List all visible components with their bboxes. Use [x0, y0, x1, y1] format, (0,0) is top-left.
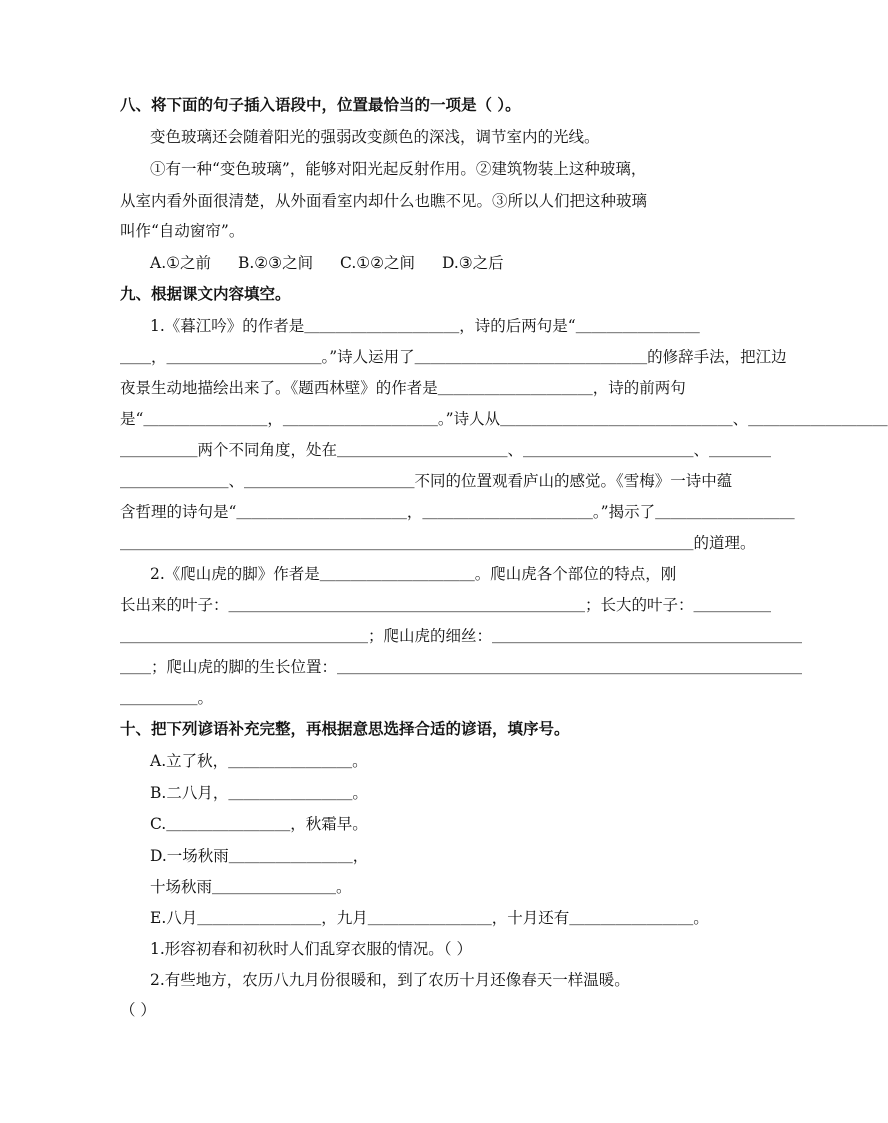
q1-line: ＿＿＿＿＿＿＿、＿＿＿＿＿＿＿＿＿＿＿不同的位置观看庐山的感觉。《雪梅》一诗中蕴 — [120, 472, 733, 490]
section-8-sentence: 变色玻璃还会随着阳光的强弱改变颜色的深浅，调节室内的光线。 — [150, 128, 600, 146]
q2-line: 长出来的叶子：＿＿＿＿＿＿＿＿＿＿＿＿＿＿＿＿＿＿＿＿＿＿＿；长大的叶子：＿＿＿＿＿ — [120, 596, 772, 614]
question-item: 1.形容初春和初秋时人们乱穿衣服的情况。（ ） — [150, 940, 472, 958]
q2-line: ＿＿；爬山虎的脚的生长位置：＿＿＿＿＿＿＿＿＿＿＿＿＿＿＿＿＿＿＿＿＿＿＿＿＿＿＿＿＿＿ — [120, 658, 803, 676]
option-b: B.②③之间 — [237, 254, 314, 272]
proverb-item: 十场秋雨＿＿＿＿＿＿＿＿。 — [150, 878, 352, 896]
option-a: A.①之前 — [150, 254, 212, 272]
q1-line: 含哲理的诗句是“＿＿＿＿＿＿＿＿＿＿＿，＿＿＿＿＿＿＿＿＿＿＿。”揭示了＿＿＿＿＿＿＿＿＿ — [120, 503, 795, 521]
question-item: 2.有些地方，农历八九月份很暖和，到了农历十月还像春天一样温暖。 — [150, 971, 630, 989]
section-8-passage-line: 从室内看外面很清楚，从外面看室内却什么也瞧不见。③所以人们把这种玻璃 — [120, 192, 648, 210]
q1-line: 夜景生动地描绘出来了。《题西林壁》的作者是＿＿＿＿＿＿＿＿＿＿，诗的前两句 — [120, 379, 686, 397]
proverb-item: A.立了秋，＿＿＿＿＿＿＿＿。 — [150, 752, 368, 770]
q1-line: 是“＿＿＿＿＿＿＿＿，＿＿＿＿＿＿＿＿＿＿。”诗人从＿＿＿＿＿＿＿＿＿＿＿＿＿＿＿、＿＿＿＿＿＿＿＿＿ — [120, 410, 888, 428]
q2-line: ＿＿＿＿＿。 — [120, 689, 214, 707]
q1-line: 1.《暮江吟》的作者是＿＿＿＿＿＿＿＿＿＿，诗的后两句是“＿＿＿＿＿＿＿＿ — [150, 317, 700, 335]
q2-line: ＿＿＿＿＿＿＿＿＿＿＿＿＿＿＿＿；爬山虎的细丝：＿＿＿＿＿＿＿＿＿＿＿＿＿＿＿＿＿＿＿＿ — [120, 627, 803, 645]
proverb-item: E.八月＿＿＿＿＿＿＿＿，九月＿＿＿＿＿＿＿＿，十月还有＿＿＿＿＿＿＿＿。 — [150, 909, 709, 927]
answer-parentheses: （ ） — [120, 1001, 156, 1019]
q2-line: 2.《爬山虎的脚》作者是＿＿＿＿＿＿＿＿＿＿。爬山虎各个部位的特点，刚 — [150, 565, 677, 583]
q1-line: ＿＿，＿＿＿＿＿＿＿＿＿＿。”诗人运用了＿＿＿＿＿＿＿＿＿＿＿＿＿＿＿的修辞手法，把江边 — [120, 348, 787, 366]
section-10-heading: 十、把下列谚语补充完整，再根据意思选择合适的谚语，填序号。 — [120, 720, 570, 738]
section-8-options — [150, 252, 680, 274]
section-8-passage-line: ①有一种“变色玻璃”，能够对阳光起反射作用。②建筑物装上这种玻璃， — [150, 160, 647, 178]
option-d: D.③之后 — [441, 254, 504, 272]
proverb-item: B.二八月，＿＿＿＿＿＿＿＿。 — [150, 784, 368, 802]
option-c: C.①②之间 — [340, 254, 416, 272]
q1-line: ＿＿＿＿＿两个不同角度，处在＿＿＿＿＿＿＿＿＿＿＿、＿＿＿＿＿＿＿＿＿＿＿、＿＿＿＿ — [120, 441, 772, 459]
section-8-heading: 八、将下面的句子插入语段中，位置最恰当的一项是（ ）。 — [120, 96, 521, 114]
section-9-heading: 九、根据课文内容填空。 — [120, 285, 291, 303]
q1-line: ＿＿＿＿＿＿＿＿＿＿＿＿＿＿＿＿＿＿＿＿＿＿＿＿＿＿＿＿＿＿＿＿＿＿＿＿＿的道理。 — [120, 534, 756, 552]
section-8-passage-line: 叫作“自动窗帘”。 — [120, 222, 245, 240]
proverb-item: D.一场秋雨＿＿＿＿＿＿＿＿， — [150, 847, 369, 865]
proverb-item: C.＿＿＿＿＿＿＿＿，秋霜早。 — [150, 815, 368, 833]
